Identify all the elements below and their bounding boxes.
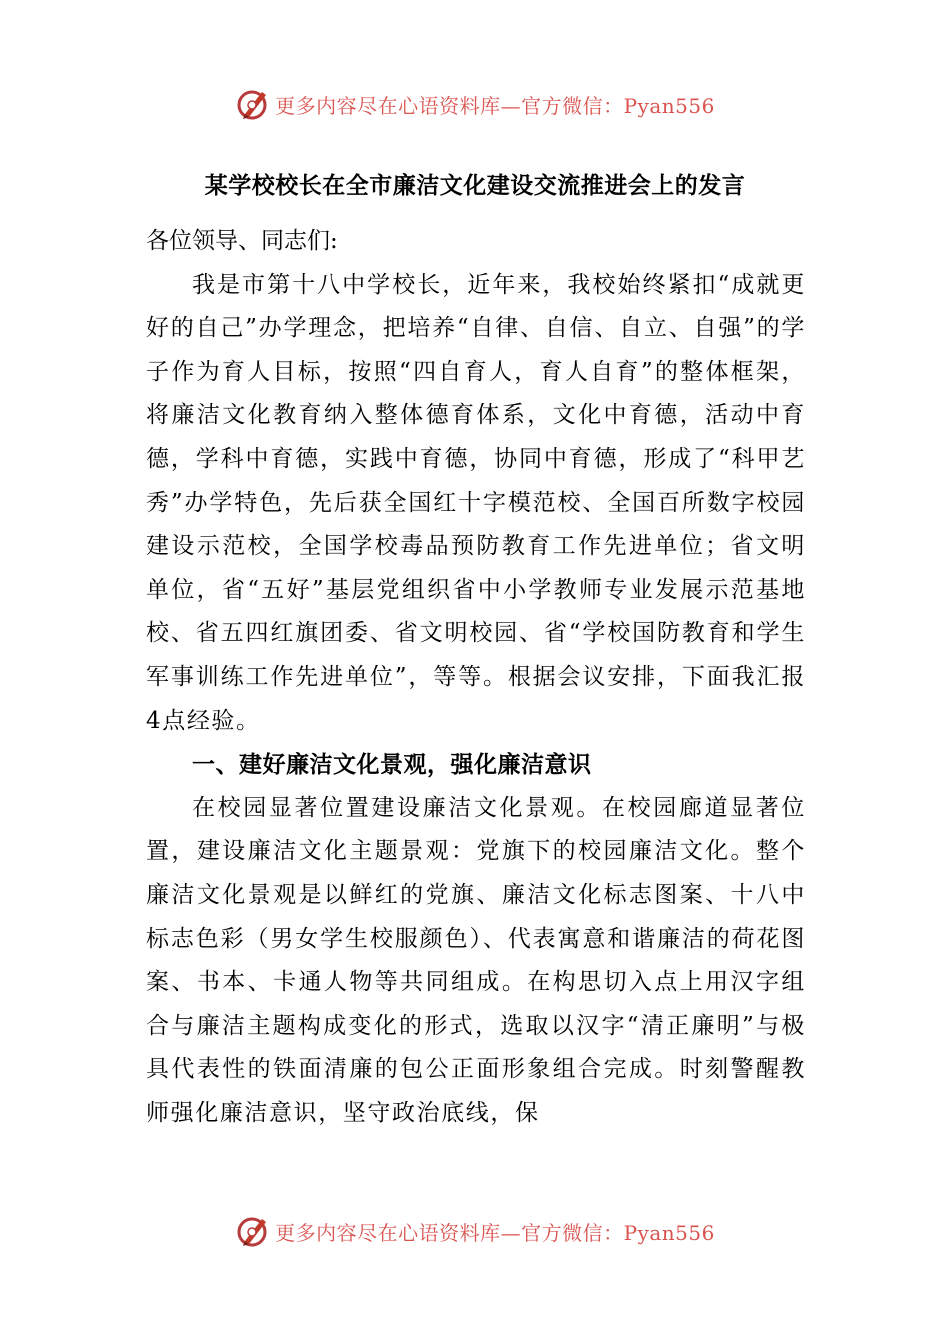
banner-main-text: 更多内容尽在心语资料库 — [275, 1220, 501, 1245]
paragraph-intro: 我是市第十八中学校长，近年来，我校始终紧扣“成就更好的自己”办学理念，把培养“自律、自信、自立、自强”的学子作为育人目标，按照“四自育人，育人自育”的整体框架，将廉洁文化教育纳入整体德育体系，文化中育德，活动中育德，学科中育德，实践中育德，协同中育德，形成了“科甲艺秀”办学特色，先后获全国红十字模范校、全国百所数字校园建设示范校，全国学校毒品预防教育工作先进单位；省文明单位，省“五好”基层党组织省中小学教师专业发展示范基地校、省五四红旗团委、省文明校园、省“学校国防教育和学生军事训练工作先进单位”，等等。根据会议安排，下面我汇报4点经验。 — [146, 271, 806, 734]
section-heading-1: 一、建好廉洁文化景观，强化廉洁意识 — [192, 751, 592, 779]
document-body — [146, 220, 806, 1135]
paragraph-section-1: 在校园显著位置建设廉洁文化景观。在校园廊道显著位置，建设廉洁文化主题景观：党旗下的校园廉洁文化。整个廉洁文化景观是以鲜红的党旗、廉洁文化标志图案、十八中标志色彩（男女学生校服颜色）、代表寓意和谐廉洁的荷花图案、书本、卡通人物等共同组成。在构思切入点上用汉字组合与廉洁主题构成变化的形式，选取以汉字“清正廉明”与极具代表性的铁面清廉的包公正面形象组合完成。时刻警醒教师强化廉洁意识，坚守政治底线，保 — [146, 794, 806, 1126]
header-banner — [0, 84, 950, 124]
document-title: 某学校校长在全市廉洁文化建设交流推进会上的发言 — [204, 172, 746, 199]
banner-dash: — — [500, 93, 522, 118]
pen-circle-logo-icon — [235, 1213, 271, 1249]
pen-circle-logo-icon — [235, 86, 271, 122]
footer-banner — [0, 1211, 950, 1251]
banner-main-text: 更多内容尽在心语资料库 — [275, 93, 501, 118]
banner-wechat-text: 官方微信：Pyan556 — [521, 1220, 715, 1245]
banner-dash: — — [500, 1220, 522, 1245]
greeting: 各位领导、同志们: — [146, 228, 338, 254]
banner-wechat-text: 官方微信：Pyan556 — [521, 93, 715, 118]
